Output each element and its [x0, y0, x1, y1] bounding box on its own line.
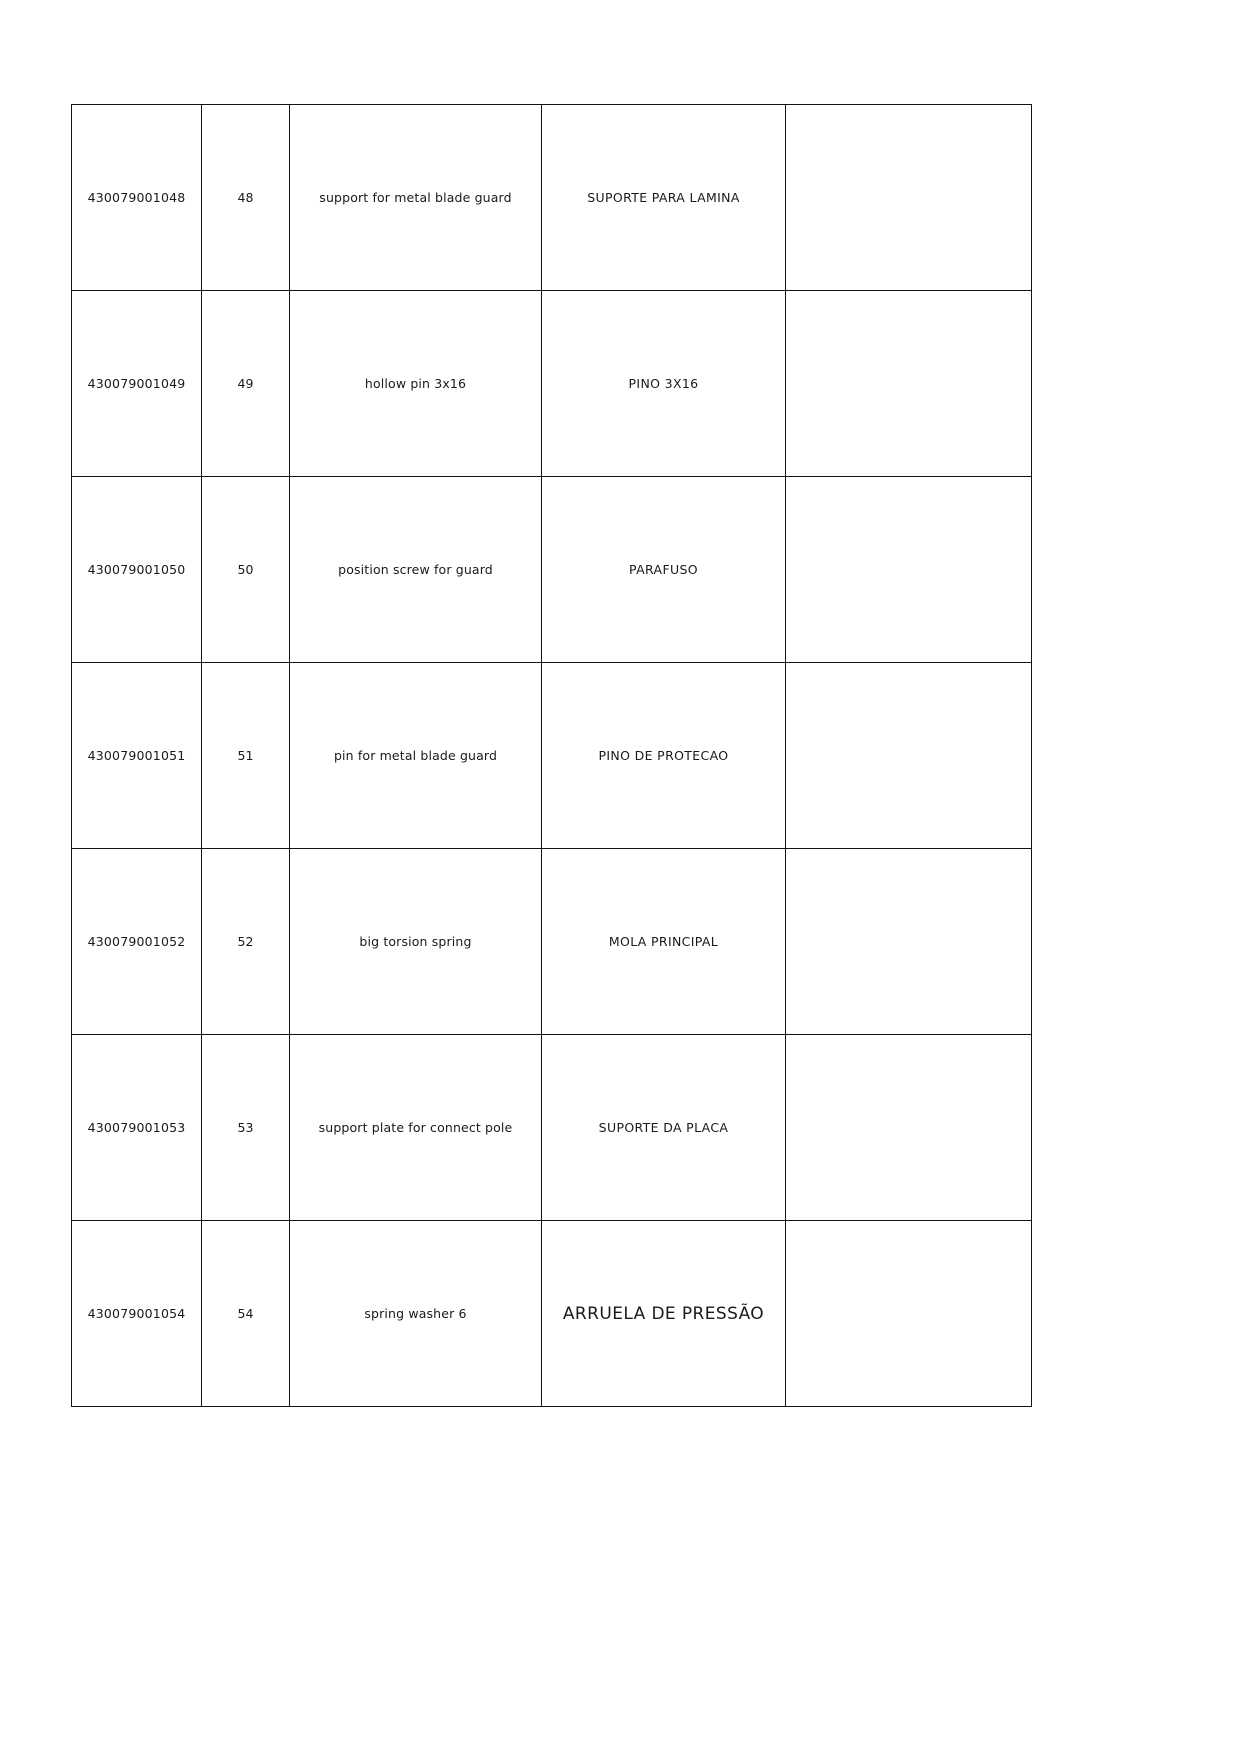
- part-code-cell: 430079001048: [72, 105, 202, 291]
- table-row: [72, 291, 1032, 477]
- description-pt-cell: PINO 3X16: [542, 291, 786, 477]
- description-pt-cell: MOLA PRINCIPAL: [542, 849, 786, 1035]
- notes-cell: [786, 1035, 1032, 1221]
- description-pt-cell: PINO DE PROTECAO: [542, 663, 786, 849]
- table-row: [72, 663, 1032, 849]
- description-en-cell: position screw for guard: [290, 477, 542, 663]
- description-en-cell: pin for metal blade guard: [290, 663, 542, 849]
- table-row: [72, 1221, 1032, 1407]
- parts-table: [71, 104, 1032, 1407]
- table-row: [72, 1035, 1032, 1221]
- item-number-cell: 49: [202, 291, 290, 477]
- description-en-cell: big torsion spring: [290, 849, 542, 1035]
- notes-cell: [786, 105, 1032, 291]
- part-code-cell: 430079001049: [72, 291, 202, 477]
- item-number-cell: 50: [202, 477, 290, 663]
- table-row: [72, 477, 1032, 663]
- parts-table-body: [72, 105, 1032, 1407]
- item-number-cell: 53: [202, 1035, 290, 1221]
- item-number-cell: 54: [202, 1221, 290, 1407]
- table-row: [72, 849, 1032, 1035]
- item-number-cell: 52: [202, 849, 290, 1035]
- item-number-cell: 51: [202, 663, 290, 849]
- part-code-cell: 430079001051: [72, 663, 202, 849]
- notes-cell: [786, 1221, 1032, 1407]
- table-row: [72, 105, 1032, 291]
- notes-cell: [786, 477, 1032, 663]
- notes-cell: [786, 291, 1032, 477]
- item-number-cell: 48: [202, 105, 290, 291]
- notes-cell: [786, 849, 1032, 1035]
- description-pt-cell: SUPORTE PARA LAMINA: [542, 105, 786, 291]
- part-code-cell: 430079001054: [72, 1221, 202, 1407]
- description-en-cell: hollow pin 3x16: [290, 291, 542, 477]
- part-code-cell: 430079001050: [72, 477, 202, 663]
- notes-cell: [786, 663, 1032, 849]
- description-pt-cell: ARRUELA DE PRESSÃO: [542, 1221, 786, 1407]
- description-pt-cell: SUPORTE DA PLACA: [542, 1035, 786, 1221]
- part-code-cell: 430079001052: [72, 849, 202, 1035]
- description-en-cell: spring washer 6: [290, 1221, 542, 1407]
- description-en-cell: support for metal blade guard: [290, 105, 542, 291]
- part-code-cell: 430079001053: [72, 1035, 202, 1221]
- description-en-cell: support plate for connect pole: [290, 1035, 542, 1221]
- parts-table-container: [71, 104, 1031, 1407]
- description-pt-cell: PARAFUSO: [542, 477, 786, 663]
